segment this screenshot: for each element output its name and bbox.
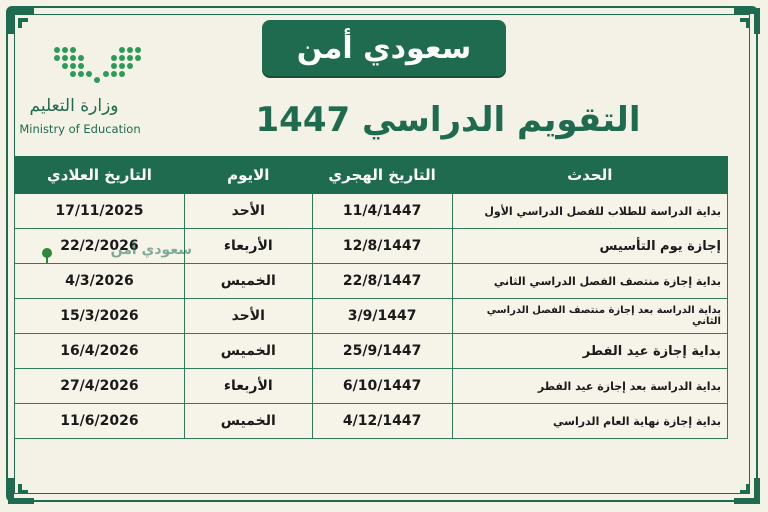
- cell-day: الخميس: [184, 264, 312, 299]
- cell-gregorian: 4/3/2026: [15, 264, 185, 299]
- ministry-logo-icon: [12, 40, 162, 100]
- cell-event: بداية الدراسة بعد إجازة عيد الفطر: [452, 369, 727, 404]
- cell-day: الأحد: [184, 299, 312, 334]
- cell-event: بداية الدراسة للطلاب للفصل الدراسي الأول: [452, 194, 727, 229]
- table-row: [15, 264, 728, 299]
- cell-day: الأربعاء: [184, 369, 312, 404]
- cell-gregorian: 11/6/2026: [15, 404, 185, 439]
- table-header-row: [15, 157, 728, 194]
- cell-gregorian: 27/4/2026: [15, 369, 185, 404]
- banner-text: سعودي أمن: [296, 30, 472, 66]
- header-day: الايوم: [184, 157, 312, 194]
- cell-gregorian: 16/4/2026: [15, 334, 185, 369]
- corner-ornament-icon: [4, 462, 50, 508]
- logo-english-text: Ministry of Education: [19, 122, 141, 136]
- table-row: [15, 404, 728, 439]
- cell-hijri: 6/10/1447: [312, 369, 452, 404]
- cell-day: الأحد: [184, 194, 312, 229]
- corner-ornament-icon: [718, 4, 764, 50]
- cell-event: إجازة يوم التأسيس: [452, 229, 727, 264]
- cell-gregorian: 17/11/2025: [15, 194, 185, 229]
- cell-day: الخميس: [184, 404, 312, 439]
- cell-hijri: 11/4/1447: [312, 194, 452, 229]
- header-gregorian: التاريخ العلادي: [15, 157, 185, 194]
- cell-hijri: 3/9/1447: [312, 299, 452, 334]
- cell-event: بداية إجازة نهاية العام الدراسي: [452, 404, 727, 439]
- header-event: الحدث: [452, 157, 727, 194]
- cell-event: بداية إجازة منتصف الفصل الدراسي الثاني: [452, 264, 727, 299]
- logo-arabic-text: وزارة التعليم: [29, 96, 119, 116]
- cell-hijri: 22/8/1447: [312, 264, 452, 299]
- header-hijri: التاريخ الهجري: [312, 157, 452, 194]
- cell-hijri: 4/12/1447: [312, 404, 452, 439]
- site-banner: [262, 20, 506, 76]
- cell-event: بداية إجازة عيد الفطر: [452, 334, 727, 369]
- cell-day: الأربعاء: [184, 229, 312, 264]
- page-title: التقويم الدراسي 1447: [255, 100, 641, 140]
- table-row: [15, 299, 728, 334]
- cell-gregorian: 22/2/2026: [15, 229, 185, 264]
- watermark-text: سعودي أمن: [110, 242, 192, 258]
- cell-day: الخميس: [184, 334, 312, 369]
- corner-ornament-icon: [718, 462, 764, 508]
- calendar-table: [14, 156, 728, 439]
- cell-hijri: 25/9/1447: [312, 334, 452, 369]
- table-row: [15, 369, 728, 404]
- table-row: [15, 194, 728, 229]
- cell-hijri: 12/8/1447: [312, 229, 452, 264]
- cell-gregorian: 15/3/2026: [15, 299, 185, 334]
- cell-event: بداية الدراسة بعد إجازة منتصف الفصل الدراسي الثاني: [452, 299, 727, 334]
- table-row: [15, 334, 728, 369]
